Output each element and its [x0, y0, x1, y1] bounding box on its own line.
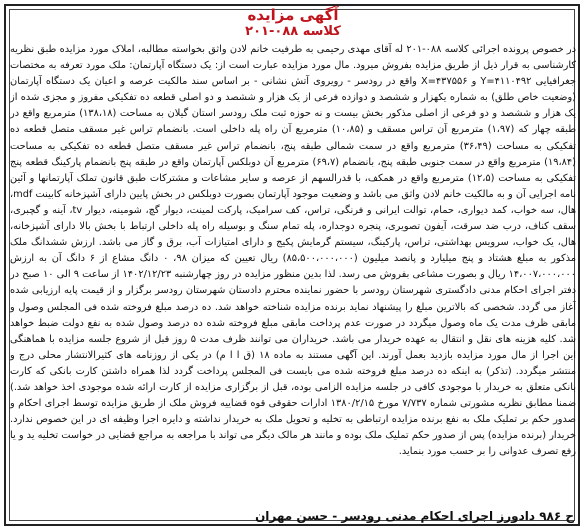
notice-body: در خصوص پرونده اجرائی کلاسه ۰۸۸-۲۰۱ له آقای مهدی رحیمی به طرفیت خانم لادن واثق بخواسته مطالبه، املاک مورد مزایده طبق نظریه کارشناسی به قرار ذیل از طریق مزایده بفروش میرود. مال مورد مزایده عبارت است از: یک دستگاه آپارتمان: ملک مورد تعرفه به مختصات جغرافیایی Y=۴۱۱۰۴۹۲ و X=۴۳۷۵۵۶ واقع در رودسر - رویروی آتش نشانی - بر اساس سند مالکیت عرصه و اعیان یک دستگاه آپارتمان (وضعیت خاص طلق) به شماره یکهزار و ششصد و دوازده فرعی از یک هزار و ششصد و دو اصلی قطعه ده تفکیکی مفروز و مجزی شده از یک هزار و ششصد و دو فرعی از اصلی مذکور بخش بیست و نه حوزه ثبت ملک رودسر استان گیلان به مساحت (۱۳۸،۱۸) مترمربع واقع در طبقه چهار که (۱،۹۷) مترمربع آن تراس مسقف و (۱۰،۸۵) مترمربع آن راه پله داخلی است. بانضمام تراس غیر مسقف متصل قطعه ده تفکیکی به مساحت (۳۶،۴۹) مترمربع واقع در سمت شمالی طبقه پنج، بانضمام تراس غیر مسقف متصل قطعه ده تفکیکی به مساحت (۱۹،۸۴) مترمربع واقع در سمت جنوبی طبقه پنج، بانضمام (۶۹،۷) مترمربع آن دوبلکس آپارتمان واقع در طبقه پنج بانضمام پارکینگ قطعه پنج تفکیکی به مساحت (۱۲،۵) مترمربع واقع در همکف، با قدرالسهم از عرصه و سایر مشاعات و مشترکات طبق قانون تملک آپارتمانها و آئین نامه اجرایی آن و به مالکیت خانم لادن واثق می باشد و وضعیت موجود آپارتمان بصورت دوبلکس در بخش پایین دارای آشپزخانه کابینت mdf، هال، سه خواب، کمد دیواری، حمام، توالت ایرانی و فرنگی، تراس، کف سرامیک، پارکت لمینت، دیوار گچ، شومینه، دیوار tv، آینه و گچبری، سقف کناف، درب ضد سرقت، آیفون تصویری، پنجره دوجداره، پله تمام سنگ و بوسیله راه پله داخلی ارتباط با بخش بالا دارای آشپزخانه، هال، یک خواب، سرویس بهداشتی، تراس، پارکینگ، سیستم گرمایش پکیج و دارای امتیازات آب، برق و گاز می باشد. ارزش ششدانگ ملک مذکور به مبلغ هشتاد و پنج میلیارد و پانصد میلیون (۸۵،۵۰۰،۰۰۰،۰۰۰) ریال تعیین که میزان ۹۸، ۰ دانگ مشاع از ۶ دانگ آن به ارزش ۱۴،۰۰۷،۰۰۰،۰۰۰ ریال و بصورت مشاعی بفروش می رسد. لذا بدین منظور مزایده در روز چهارشنبه ۱۴۰۲/۱۲/۲۳ از ساعت ۹ الی ۱۰ صبح در دفتر اجرای احکام مدنی دادگستری شهرستان رودسر با حضور نماینده محترم دادستان شهرستان رودسر برگزار و از قیمت پایه ارزیابی شده آغاز می گردد. شخصی که بالاترین مبلغ را پیشنهاد نماید برنده مزایده شناخته خواهد شد. ده درصد مبلغ فروخته شده فی المجلس وصول و مابقی ظرف مدت یک ماه وصول میگردد در صورت عدم پرداخت مابقی مبلغ فروخته شده ده درصد وصول شده به نفع دولت ضبط خواهد شد. کلیه هزینه های نقل و انتقال به عهده خریدار می باشد. خریداران می توانند ظرف مدت ۵ روز قبل از شروع جلسه مزایده با هماهنگی این اجرا از مال مورد مزایده بازدید بعمل آورند. این آگهی مستند به ماده ۱۸ (ق ا ا م) در یکی از روزنامه های کثیرالانتشار محلی درج و منتشر میگردد. (تذکر) به اینکه ده درصد مبلغ فروخته شده می بایست فی المجلس پرداخت گردد لذا همراه داشتن کارت بانکی که کارت بانکی متعلق به خریدار با موجودی کافی در جلسه مزایده الزامی بوده، قبل از برگزاری مزایده از کارت ارائه شده موجودی اخذ خواهد شد.) ضمنا مطابق نظریه مشورتی شماره ۷/۷۳۷ مورخ ۱۳۸۰/۲/۱۵ ادارات حقوقی قوه قضاییه فروش ملک از طریق مزایده توسط اجرای احکام و صدور حکم بر تملیک ملک به نفع برنده مزایده ارتباطی به تخلیه و تحویل ملک به خریدار نداشته و دایره اجرا وظیفه ای در این خصوص ندارد. خریدار (برنده مزایده) پس از صدور حکم تملیک ملک بوده و مانند هر مالک دیگر می تواند با مراجعه به مراجع قضایی در خواست تخلیه ید و یا رفع تصرف عدوانی را بر حسب مورد بنماید. — [10, 44, 576, 458]
notice-signature: ح ۹۸۶ دادورز اجرای احکام مدنی رودسر - حسن مهران — [255, 509, 574, 523]
notice-case-number: کلاسه ۰۸۸-۲۰۱ — [245, 24, 341, 39]
notice-title: آگهی مزایده — [247, 6, 339, 24]
